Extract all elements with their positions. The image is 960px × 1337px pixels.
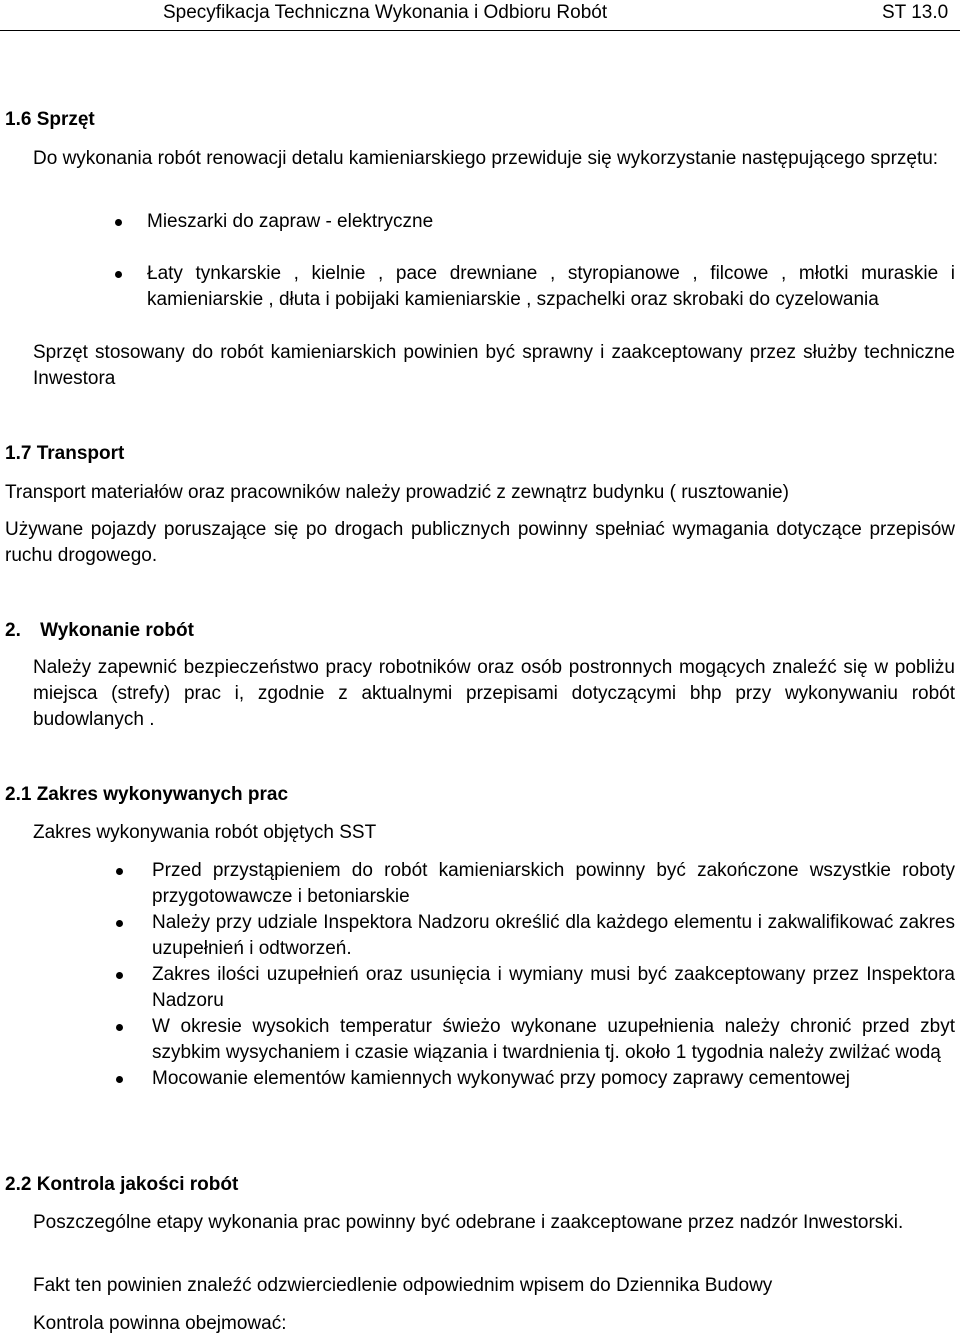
list-item	[147, 261, 955, 313]
bullet-icon	[115, 219, 122, 226]
section-2-p1: Należy zapewnić bezpieczeństwo pracy robotników oraz osób postronnych mogących znaleźć się w pobliżu miejsca (strefy) prac i, zgodnie z aktualnymi przepisami dotyczącymi bhp przy wykonywaniu robót budowlanych .	[33, 657, 955, 730]
document-code: ST 13.0	[882, 2, 949, 23]
bullet-icon	[116, 972, 123, 979]
list-item-text: Należy przy udziale Inspektora Nadzoru określić dla każdego elementu i zakwalifikować zakres uzupełnień i odtworzeń.	[152, 912, 955, 959]
section-heading-2	[5, 618, 194, 644]
section-heading-text: Wykonanie robót	[40, 620, 194, 641]
section-1-6-note: Sprzęt stosowany do robót kamieniarskich powinien być sprawny i zaakceptowany przez służby techniczne Inwestora	[33, 342, 955, 389]
list-item	[152, 1066, 955, 1092]
section-heading-1-7: 1.7 Transport	[5, 443, 125, 464]
section-2-2-p1: Poszczególne etapy wykonania prac powinny być odebrane i zaakceptowane przez nadzór Inwestorski.	[33, 1212, 904, 1233]
equipment-list	[147, 209, 955, 313]
section-1-7-p2: Używane pojazdy poruszające się po drogach publicznych powinny spełniać wymagania dotyczące przepisów ruchu drogowego.	[5, 519, 955, 566]
list-item-text: W okresie wysokich temperatur świeżo wykonane uzupełnienia należy chronić przed zbyt szybkim wysychaniem i czasie wiązania i twardnienia tj. około 1 tygodnia należy zwilżać wodą	[152, 1016, 955, 1063]
list-item	[152, 910, 955, 962]
list-item	[152, 1014, 955, 1066]
section-heading-2-1: 2.1 Zakres wykonywanych prac	[5, 784, 289, 805]
document-title: Specyfikacja Techniczna Wykonania i Odbioru Robót	[163, 2, 608, 23]
scope-list	[152, 858, 955, 1092]
list-item	[152, 858, 955, 910]
section-heading-1-6: 1.6 Sprzęt	[5, 109, 95, 130]
section-2-1-intro: Zakres wykonywania robót objętych SST	[33, 822, 377, 843]
list-item-text: Zakres ilości uzupełnień oraz usunięcia i wymiany musi być zaakceptowany przez Inspektora Nadzoru	[152, 964, 955, 1011]
section-2-2-p3: Kontrola powinna obejmować:	[33, 1313, 287, 1334]
section-1-7-p1: Transport materiałów oraz pracowników należy prowadzić z zewnątrz budynku ( rusztowanie)	[5, 482, 789, 503]
bullet-icon	[116, 1076, 123, 1083]
list-item-text: Mieszarki do zapraw - elektryczne	[147, 211, 434, 232]
list-item-text: Łaty tynkarskie , kielnie , pace drewniane , styropianowe , filcowe , młotki muraskie i kamieniarskie , dłuta i pobijaki kamieniarskie , szpachelki oraz skrobaki do cyzelowania	[147, 263, 955, 310]
bullet-icon	[116, 1024, 123, 1031]
bullet-icon	[116, 920, 123, 927]
list-item	[147, 209, 955, 235]
section-1-6-intro: Do wykonania robót renowacji detalu kamieniarskiego przewiduje się wykorzystanie następującego sprzętu:	[33, 148, 939, 169]
page-header	[0, 0, 960, 31]
section-2-2-p2: Fakt ten powinien znaleźć odzwierciedlenie odpowiednim wpisem do Dziennika Budowy	[33, 1275, 773, 1296]
section-heading-2-2: 2.2 Kontrola jakości robót	[5, 1174, 239, 1195]
list-item-text: Mocowanie elementów kamiennych wykonywać przy pomocy zaprawy cementowej	[152, 1068, 851, 1089]
section-heading-number: 2.	[5, 620, 21, 641]
list-item	[152, 962, 955, 1014]
bullet-icon	[115, 271, 122, 278]
bullet-icon	[116, 868, 123, 875]
list-item-text: Przed przystąpieniem do robót kamieniarskich powinny być zakończone wszystkie roboty przygotowawcze i betoniarskie	[152, 860, 955, 907]
